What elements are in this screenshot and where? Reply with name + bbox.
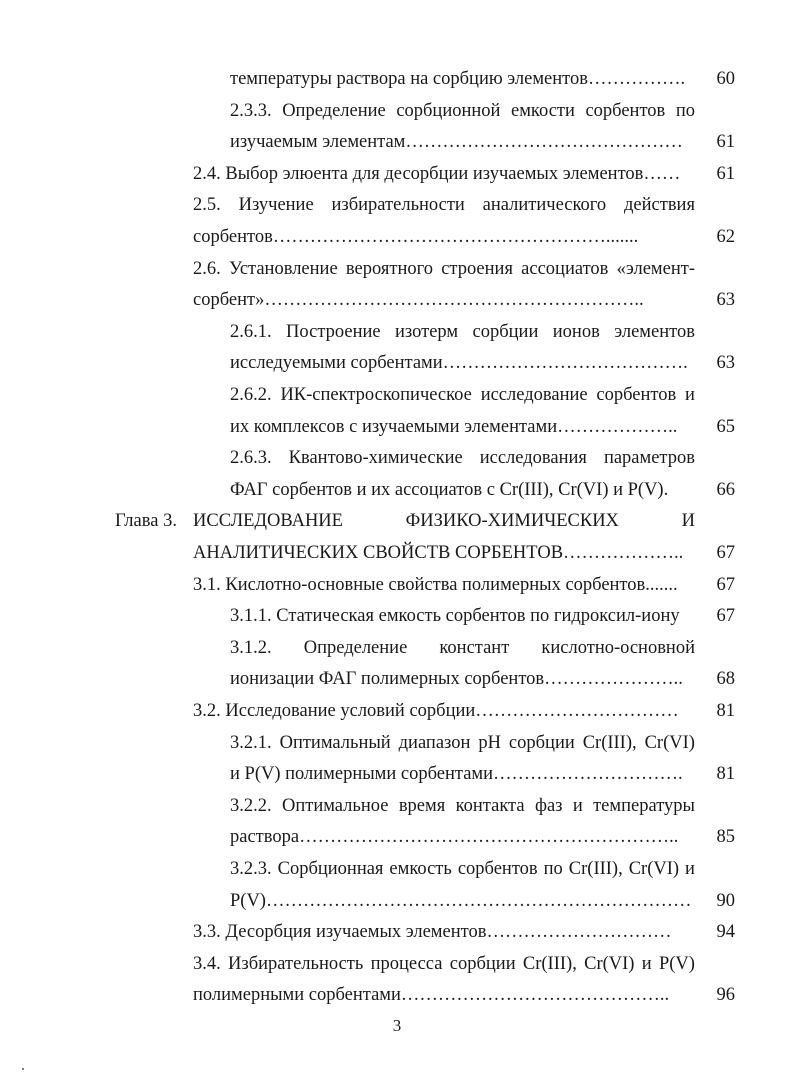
toc-word: емкость xyxy=(389,859,452,879)
toc-word: избирательности xyxy=(331,195,465,215)
toc-word: исследование xyxy=(480,385,588,405)
toc-entry-text: 3.2. Исследование условий сорбции…………………………… xyxy=(193,701,679,721)
toc-word: 2.6.1. xyxy=(230,322,272,342)
toc-word: ИК-спектроскопическое xyxy=(280,385,472,405)
toc-page-number: 81 xyxy=(716,701,735,721)
toc-page-number: 63 xyxy=(716,290,735,310)
toc-page-number: 67 xyxy=(716,606,735,626)
toc-entry-text: 2.4. Выбор элюента для десорбции изучаемых элементов…… xyxy=(193,164,681,184)
toc-word: сорбции xyxy=(449,954,516,974)
toc-word: Избирательность xyxy=(228,954,364,974)
toc-line xyxy=(230,633,695,663)
toc-line xyxy=(230,96,695,126)
toc-entry-text: их комплексов с изучаемыми элементами……………….. xyxy=(230,417,678,437)
toc-word: Построение xyxy=(286,322,381,342)
toc-word: емкости xyxy=(511,101,575,121)
toc-page-number: 90 xyxy=(716,891,735,911)
toc-word: контакта xyxy=(455,796,525,816)
toc-word: время xyxy=(398,796,446,816)
toc-word: фаз xyxy=(534,796,563,816)
toc-word: сорбентов xyxy=(585,101,666,121)
toc-word: и xyxy=(572,796,583,816)
toc-entry-text: 3.1.1. Статическая емкость сорбентов по гидроксил-иону xyxy=(230,606,680,626)
toc-word: Определение xyxy=(303,638,408,658)
toc-word: действия xyxy=(624,195,695,215)
toc-line xyxy=(193,190,695,220)
toc-word: 2.5. xyxy=(193,195,221,215)
toc-line xyxy=(230,728,695,758)
toc-word: аналитического xyxy=(482,195,607,215)
toc-entry-text: исследуемыми сорбентами…………………………………. xyxy=(230,353,688,373)
toc-line xyxy=(193,506,695,536)
toc-word: Определение xyxy=(282,101,386,121)
toc-page-number: 66 xyxy=(716,480,735,500)
toc-entry-text: температуры раствора на сорбцию элементов……………. xyxy=(230,69,686,89)
toc-entry-text: и P(V) полимерными сорбентами…………………………. xyxy=(230,764,683,784)
toc-word: pH xyxy=(478,733,501,753)
toc-word: Сорбционная xyxy=(277,859,384,879)
toc-line xyxy=(193,254,695,284)
toc-entry-text: 3.3. Десорбция изучаемых элементов………………………… xyxy=(193,922,672,942)
toc-word: исследования xyxy=(479,448,587,468)
toc-word: ФИЗИКО-ХИМИЧЕСКИХ xyxy=(405,511,619,531)
toc-word: P(V) xyxy=(658,954,695,974)
chapter-label: Глава 3. xyxy=(115,511,177,531)
toc-entry-text: ФАГ сорбентов и их ассоциатов с Cr(III), Cr(VI) и P(V). xyxy=(230,480,669,500)
toc-page-number: 65 xyxy=(716,417,735,437)
toc-word: 3.4. xyxy=(193,954,221,974)
toc-entry-text: 3.1. Кислотно-основные свойства полимерных сорбентов....... xyxy=(193,575,678,595)
toc-line xyxy=(230,854,695,884)
toc-line xyxy=(230,443,695,473)
toc-word: процесса xyxy=(370,954,443,974)
toc-word: сорбентов xyxy=(596,385,677,405)
toc-word: строения xyxy=(441,259,513,279)
toc-entry-text: АНАЛИТИЧЕСКИХ СВОЙСТВ СОРБЕНТОВ……………….. xyxy=(193,543,684,563)
toc-word: ионов xyxy=(552,322,600,342)
toc-entry-text: сорбентов………………………………………………....... xyxy=(193,227,639,247)
toc-word: 2.3.3. xyxy=(230,101,272,121)
toc-page-number: 67 xyxy=(716,575,735,595)
toc-word: по xyxy=(543,859,563,879)
scan-speck xyxy=(22,1068,24,1070)
toc-word: Cr(VI) xyxy=(644,733,695,753)
toc-word: и xyxy=(685,859,695,879)
page-number: 3 xyxy=(392,1016,402,1035)
toc-word: диапазон xyxy=(398,733,471,753)
toc-entry-text: полимерными сорбентами…………………………………….. xyxy=(193,985,670,1005)
toc-word: Cr(VI) xyxy=(628,859,680,879)
toc-word: Cr(III), xyxy=(568,859,623,879)
toc-word: сорбции xyxy=(508,733,575,753)
toc-word: Квантово-химические xyxy=(288,448,463,468)
toc-word: констант xyxy=(439,638,510,658)
toc-word: параметров xyxy=(603,448,695,468)
toc-page-number: 60 xyxy=(716,69,735,89)
toc-word: сорбционной xyxy=(396,101,501,121)
toc-entry-text: сорбент»…………………………………………………….. xyxy=(193,290,644,310)
toc-word: 3.2.2. xyxy=(230,796,272,816)
toc-page-number: 81 xyxy=(716,764,735,784)
toc-line xyxy=(230,791,695,821)
toc-word: Оптимальный xyxy=(279,733,391,753)
toc-word: Изучение xyxy=(238,195,314,215)
toc-word: «элемент- xyxy=(616,259,695,279)
toc-word: по xyxy=(675,101,695,121)
toc-entry-text: раствора…………………………………………………….. xyxy=(230,827,679,847)
toc-entry-text: изучаемым элементам……………………………………… xyxy=(230,132,683,152)
toc-word: ИССЛЕДОВАНИЕ xyxy=(193,511,343,531)
toc-word: Установление xyxy=(228,259,338,279)
toc-word: 2.6.3. xyxy=(230,448,272,468)
toc-page-number: 67 xyxy=(716,543,735,563)
toc-word: 3.2.1. xyxy=(230,733,272,753)
toc-line xyxy=(230,380,695,410)
toc-page-number: 62 xyxy=(716,227,735,247)
toc-word: Cr(VI) xyxy=(584,954,635,974)
toc-page-number: 85 xyxy=(716,827,735,847)
toc-page-number: 61 xyxy=(716,132,735,152)
toc-entry-text: P(V)…………………………………………………………… xyxy=(230,891,692,911)
toc-word: 2.6.2. xyxy=(230,385,272,405)
toc-line xyxy=(230,317,695,347)
toc-entry-text: ионизации ФАГ полимерных сорбентов………………….. xyxy=(230,669,683,689)
toc-word: и xyxy=(685,385,695,405)
toc-page-number: 68 xyxy=(716,669,735,689)
toc-page-number: 96 xyxy=(716,985,735,1005)
toc-page-number: 61 xyxy=(716,164,735,184)
toc-word: сорбции xyxy=(472,322,539,342)
toc-word: кислотно-основной xyxy=(541,638,695,658)
toc-word: сорбентов xyxy=(457,859,538,879)
toc-word: температуры xyxy=(593,796,695,816)
toc-word: и xyxy=(641,954,652,974)
toc-word: Cr(III), xyxy=(582,733,637,753)
toc-page-number: 63 xyxy=(716,353,735,373)
toc-word: И xyxy=(681,511,695,531)
toc-word: 3.1.2. xyxy=(230,638,272,658)
toc-word: 3.2.3. xyxy=(230,859,272,879)
toc-word: 2.6. xyxy=(193,259,221,279)
toc-word: Оптимальное xyxy=(281,796,389,816)
toc-word: вероятного xyxy=(345,259,433,279)
toc-word: Cr(III), xyxy=(522,954,577,974)
toc-word: элементов xyxy=(614,322,695,342)
toc-word: изотерм xyxy=(395,322,459,342)
toc-line xyxy=(193,949,695,979)
toc-word: ассоциатов xyxy=(521,259,609,279)
toc-page-number: 94 xyxy=(716,922,735,942)
